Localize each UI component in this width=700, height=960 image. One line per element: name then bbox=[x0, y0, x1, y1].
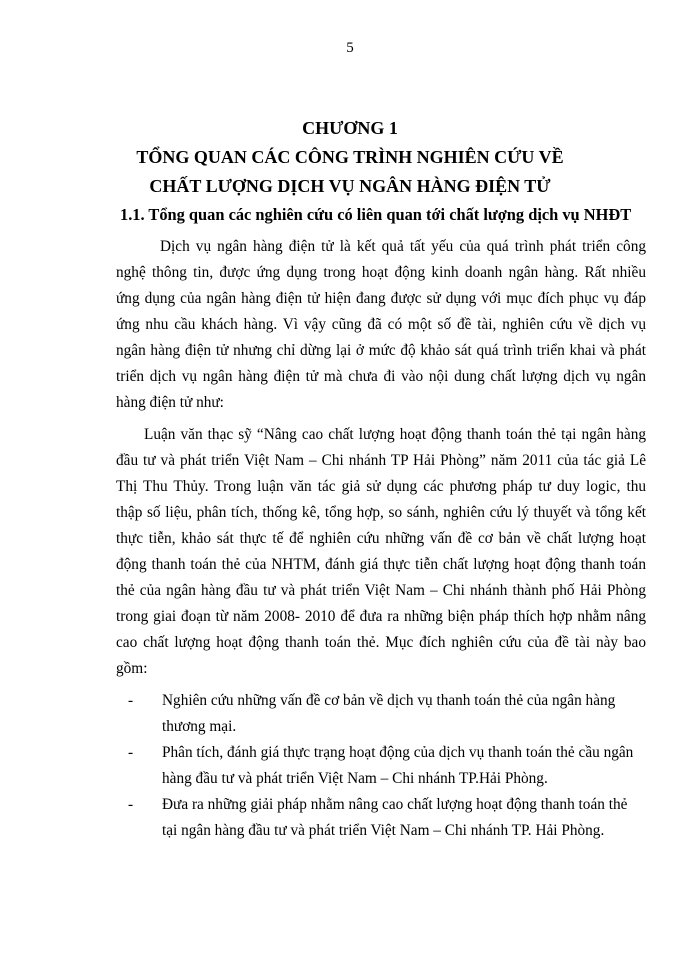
paragraph-line: Dịch vụ ngân hàng điện tử là kết quả tất yếu của quá trình phát triển công bbox=[160, 238, 646, 255]
bullet-dash: - bbox=[128, 744, 134, 761]
paragraph-line: thập số liệu, phân tích, thống kê, tổng hợp, so sánh, nghiên cứu lý thuyết và tổng kết bbox=[116, 504, 646, 521]
paragraph-line: nghệ thông tin, được ứng dụng trong hoạt động kinh doanh ngân hàng. Rất nhiều bbox=[116, 264, 646, 281]
list-item-line: Nghiên cứu những vấn đề cơ bản về dịch vụ thanh toán thẻ của ngân hàng bbox=[162, 692, 616, 709]
list-item bbox=[116, 740, 646, 792]
paragraph-line: cao chất lượng hoạt động thanh toán thẻ. Mục đích nghiên cứu của đề tài này bao bbox=[116, 634, 646, 651]
bullet-dash: - bbox=[128, 796, 134, 813]
paragraph-line: Luận văn thạc sỹ “Nâng cao chất lượng hoạt động thanh toán thẻ tại ngân hàng bbox=[144, 426, 646, 443]
paragraph-line: đầu tư và phát triển Việt Nam – Chi nhánh TP Hải Phòng” năm 2011 của tác giả Lê bbox=[116, 452, 646, 469]
list-item-line: hàng đầu tư và phát triển Việt Nam – Chi nhánh TP.Hải Phòng. bbox=[162, 770, 548, 787]
chapter-heading bbox=[0, 114, 700, 201]
list-item-line: Đưa ra những giải pháp nhằm nâng cao chất lượng hoạt động thanh toán thẻ bbox=[162, 796, 628, 813]
list-item bbox=[116, 688, 646, 740]
page-number: 5 bbox=[346, 40, 354, 56]
document-body bbox=[116, 234, 646, 844]
paragraph-line: thực tiễn, khảo sát thực tế để nghiên cứu những vấn đề cơ bản về chất lượng hoạt bbox=[116, 530, 646, 547]
paragraph-line: hàng điện tử như: bbox=[116, 394, 224, 411]
paragraph-line: triển dịch vụ ngân hàng điện tử mà chưa đi vào nội dung chất lượng dịch vụ ngân bbox=[116, 368, 646, 385]
paragraph-2 bbox=[116, 422, 646, 682]
list-item-line: Phân tích, đánh giá thực trạng hoạt động của dịch vụ thanh toán thẻ cầu ngân bbox=[162, 744, 634, 761]
paragraph-line: gồm: bbox=[116, 660, 148, 677]
paragraph-line: thẻ của ngân hàng đầu tư và phát triển Việt Nam – Chi nhánh thành phố Hải Phòng bbox=[116, 582, 646, 599]
paragraph-line: ứng dụng của ngân hàng điện tử hiện đang được sử dụng với mục đích phục vụ đáp bbox=[116, 290, 646, 307]
chapter-number: CHƯƠNG 1 bbox=[302, 118, 398, 138]
paragraph-line: trong giai đoạn từ năm 2008- 2010 để đưa ra những biện pháp thích hợp nhằm nâng bbox=[116, 608, 646, 625]
paragraph-line: Thị Thu Thủy. Trong luận văn tác giả sử dụng các phương pháp tư duy logic, thu bbox=[116, 478, 646, 495]
chapter-title-line-1: TỔNG QUAN CÁC CÔNG TRÌNH NGHIÊN CỨU VỀ bbox=[136, 147, 564, 167]
paragraph-line: ứng nhu cầu khách hàng. Vì vậy cũng đã có một số đề tài, nghiên cứu về dịch vụ bbox=[116, 316, 646, 333]
list-item-line: tại ngân hàng đầu tư và phát triển Việt Nam – Chi nhánh TP. Hải Phòng. bbox=[162, 822, 605, 839]
paragraph-line: ngân hàng điện tử nhưng chỉ dừng lại ở mức độ khảo sát quá trình triển khai và phát bbox=[116, 342, 646, 359]
section-heading: 1.1. Tổng quan các nghiên cứu có liên quan tới chất lượng dịch vụ NHĐT bbox=[120, 205, 632, 224]
paragraph-line: động thanh toán thẻ của NHTM, đánh giá thực tiễn chất lượng hoạt động thanh toán bbox=[116, 556, 646, 573]
paragraph-1 bbox=[116, 234, 646, 416]
bullet-list bbox=[116, 688, 646, 844]
bullet-dash: - bbox=[128, 692, 134, 709]
list-item-line: thương mại. bbox=[162, 718, 237, 735]
list-item bbox=[116, 792, 646, 844]
chapter-title-line-2: CHẤT LƯỢNG DỊCH VỤ NGÂN HÀNG ĐIỆN TỬ bbox=[149, 176, 551, 196]
